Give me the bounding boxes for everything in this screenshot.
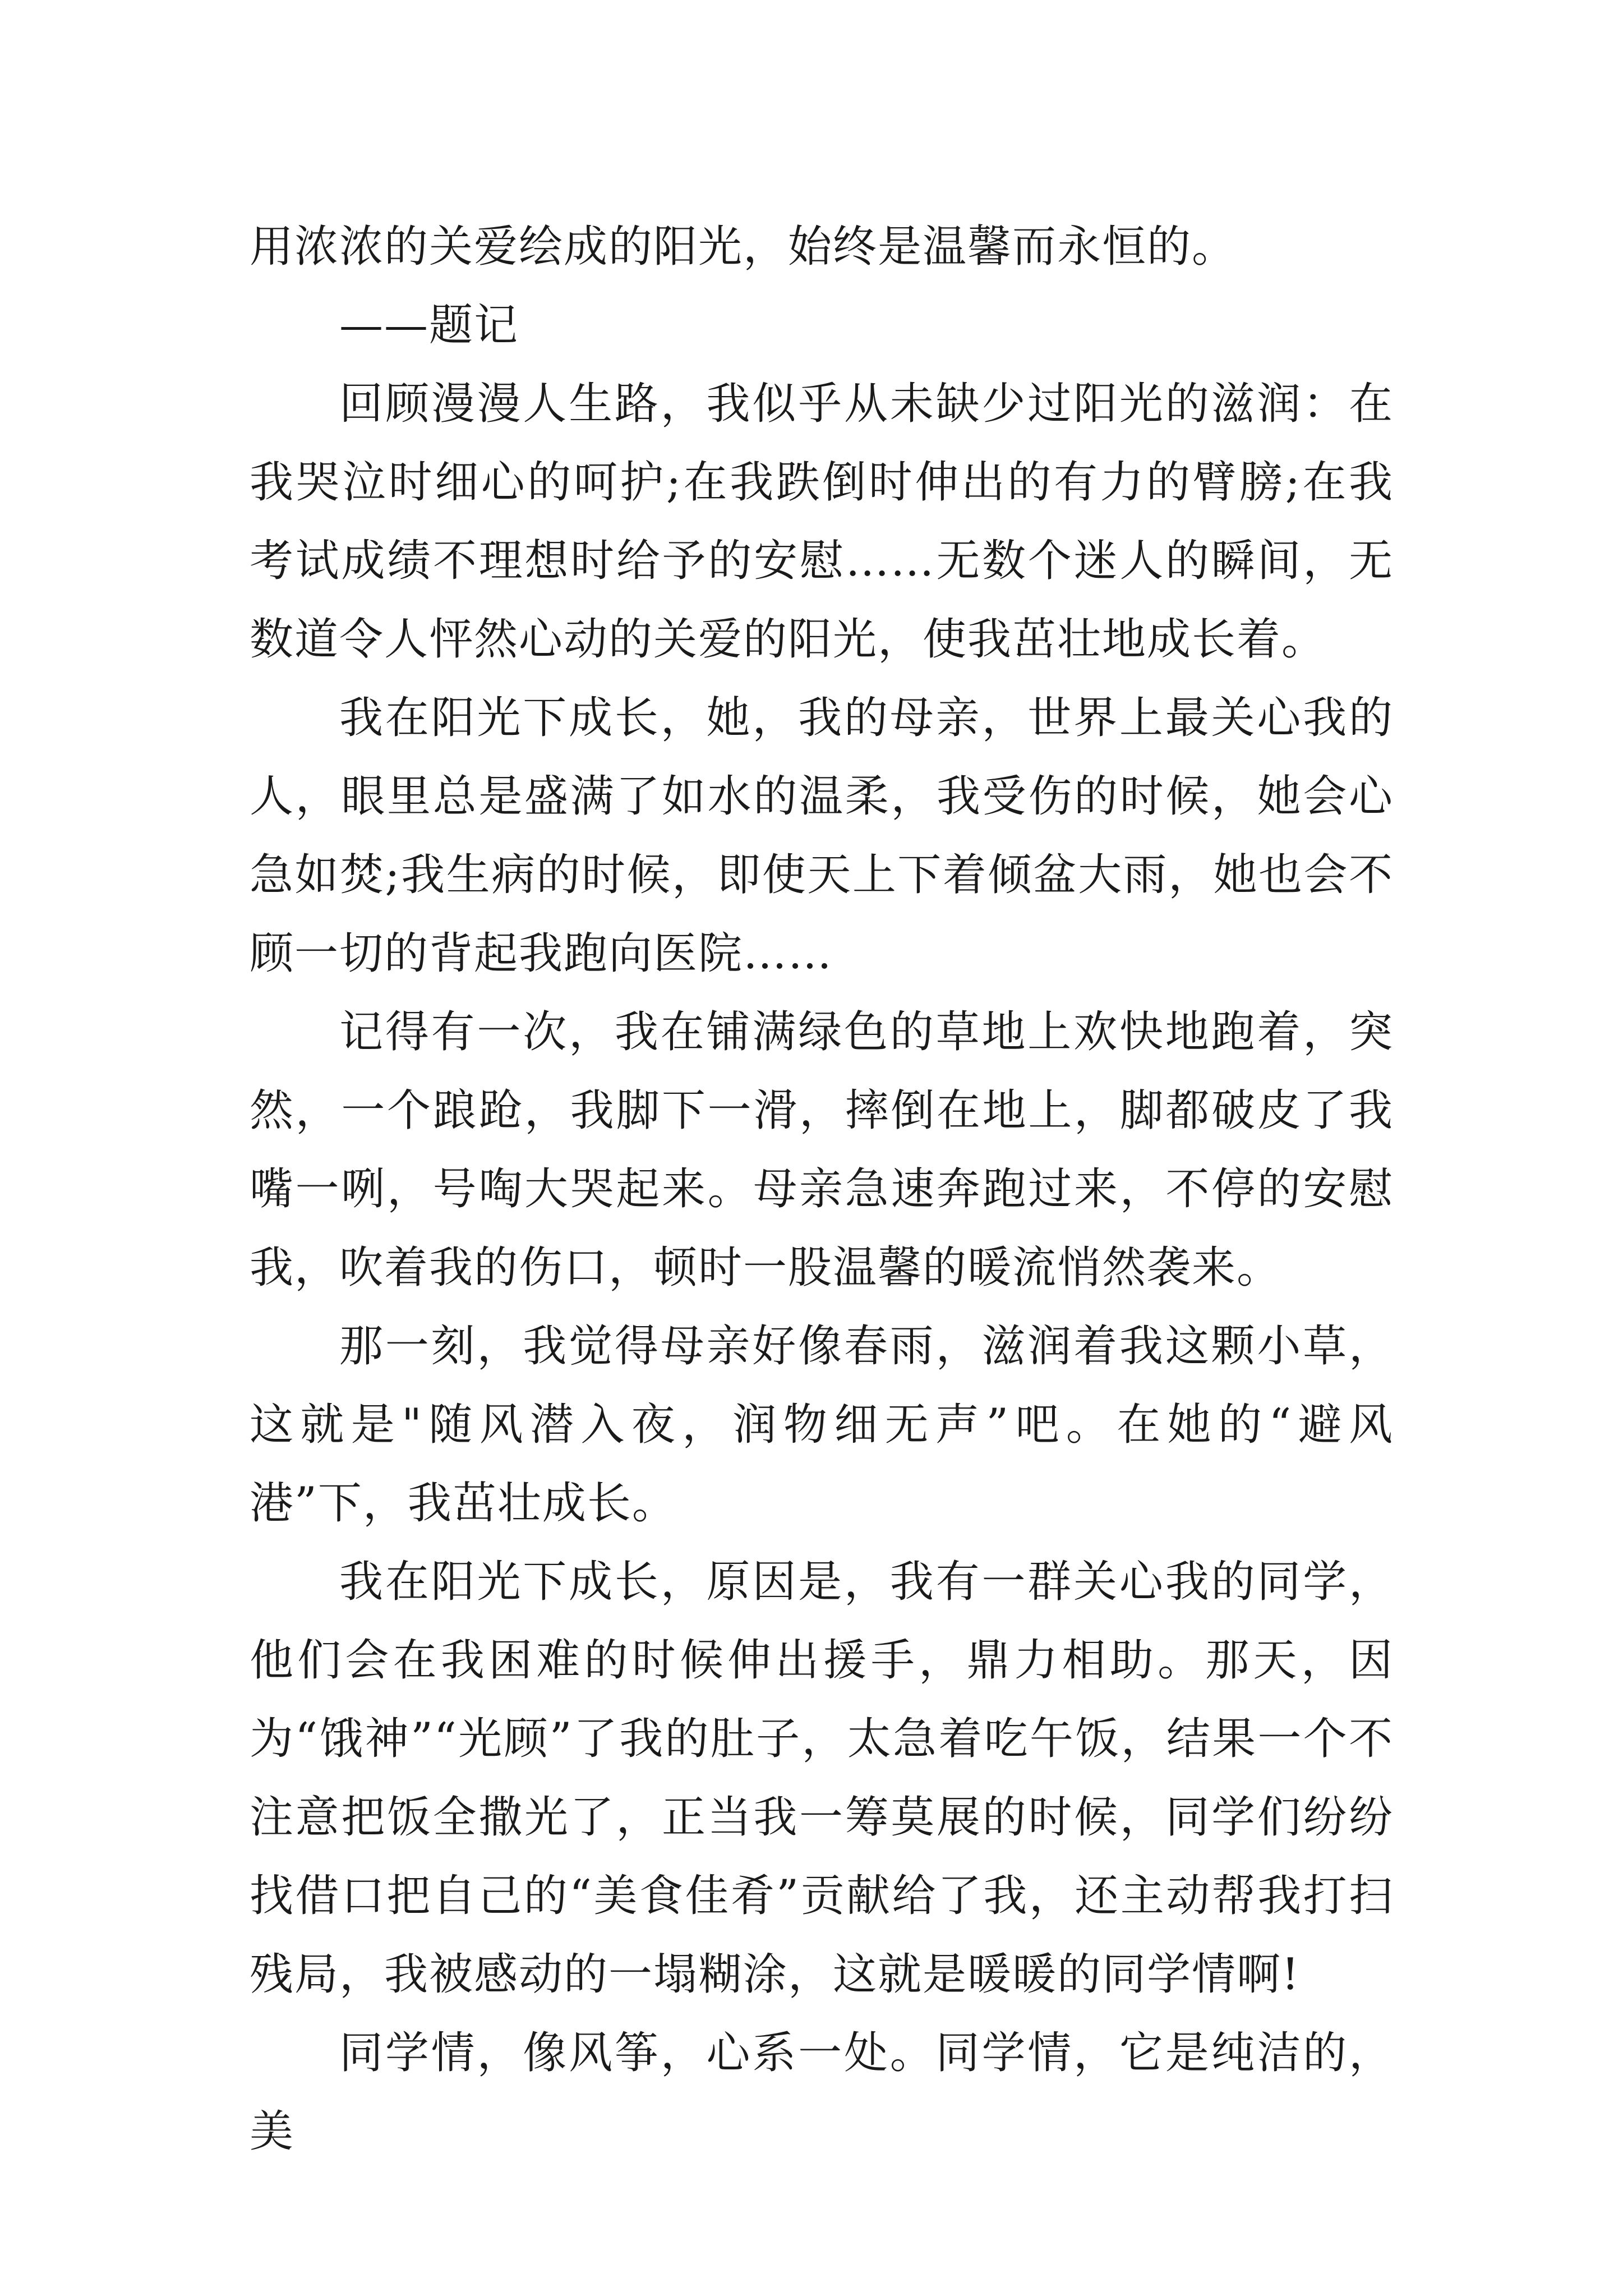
paragraph: 回顾漫漫人生路，我似乎从未缺少过阳光的滋润：在我哭泣时细心的呵护;在我跌倒时伸出的有力的臂膀;在我考试成绩不理想时给予的安慰……无数个迷人的瞬间，无数道令人怦然心动的关爱的阳光，使我茁壮地成长着。 xyxy=(250,379,1394,665)
paragraph: 我在阳光下成长，她，我的母亲，世界上最关心我的人，眼里总是盛满了如水的温柔，我受伤的时候，她会心急如焚;我生病的时候，即使天上下着倾盆大雨，她也会不顾一切的背起我跑向医院…… xyxy=(250,693,1394,979)
paragraph: 记得有一次，我在铺满绿色的草地上欢快地跑着，突然，一个踉跄，我脚下一滑，摔倒在地上，脚都破皮了我嘴一咧，号啕大哭起来。母亲急速奔跑过来，不停的安慰我，吹着我的伤口，顿时一股温馨的暖流悄然袭来。 xyxy=(250,1007,1394,1293)
paragraph: 那一刻，我觉得母亲好像春雨，滋润着我这颗小草，这就是"随风潜入夜，润物细无声”吧。在她的“避风港”下，我茁壮成长。 xyxy=(250,1321,1394,1529)
paragraph-epigraph-source: ——题记 xyxy=(339,300,519,351)
essay-body xyxy=(250,208,1394,2171)
paragraph-epigraph: 用浓浓的关爱绘成的阳光，始终是温馨而永恒的。 xyxy=(250,222,1237,272)
paragraph: 同学情，像风筝，心系一处。同学情，它是纯洁的，美 xyxy=(250,2028,1394,2157)
paragraph: 我在阳光下成长，原因是，我有一群关心我的同学，他们会在我困难的时候伸出援手，鼎力相助。那天，因为“饿神”“光顾”了我的肚子，太急着吃午饭，结果一个不注意把饭全撒光了，正当我一筹莫展的时候，同学们纷纷找借口把自己的“美食佳肴”贡献给了我，还主动帮我打扫残局，我被感动的一塌糊涂，这就是暖暖的同学情啊! xyxy=(250,1557,1394,2000)
